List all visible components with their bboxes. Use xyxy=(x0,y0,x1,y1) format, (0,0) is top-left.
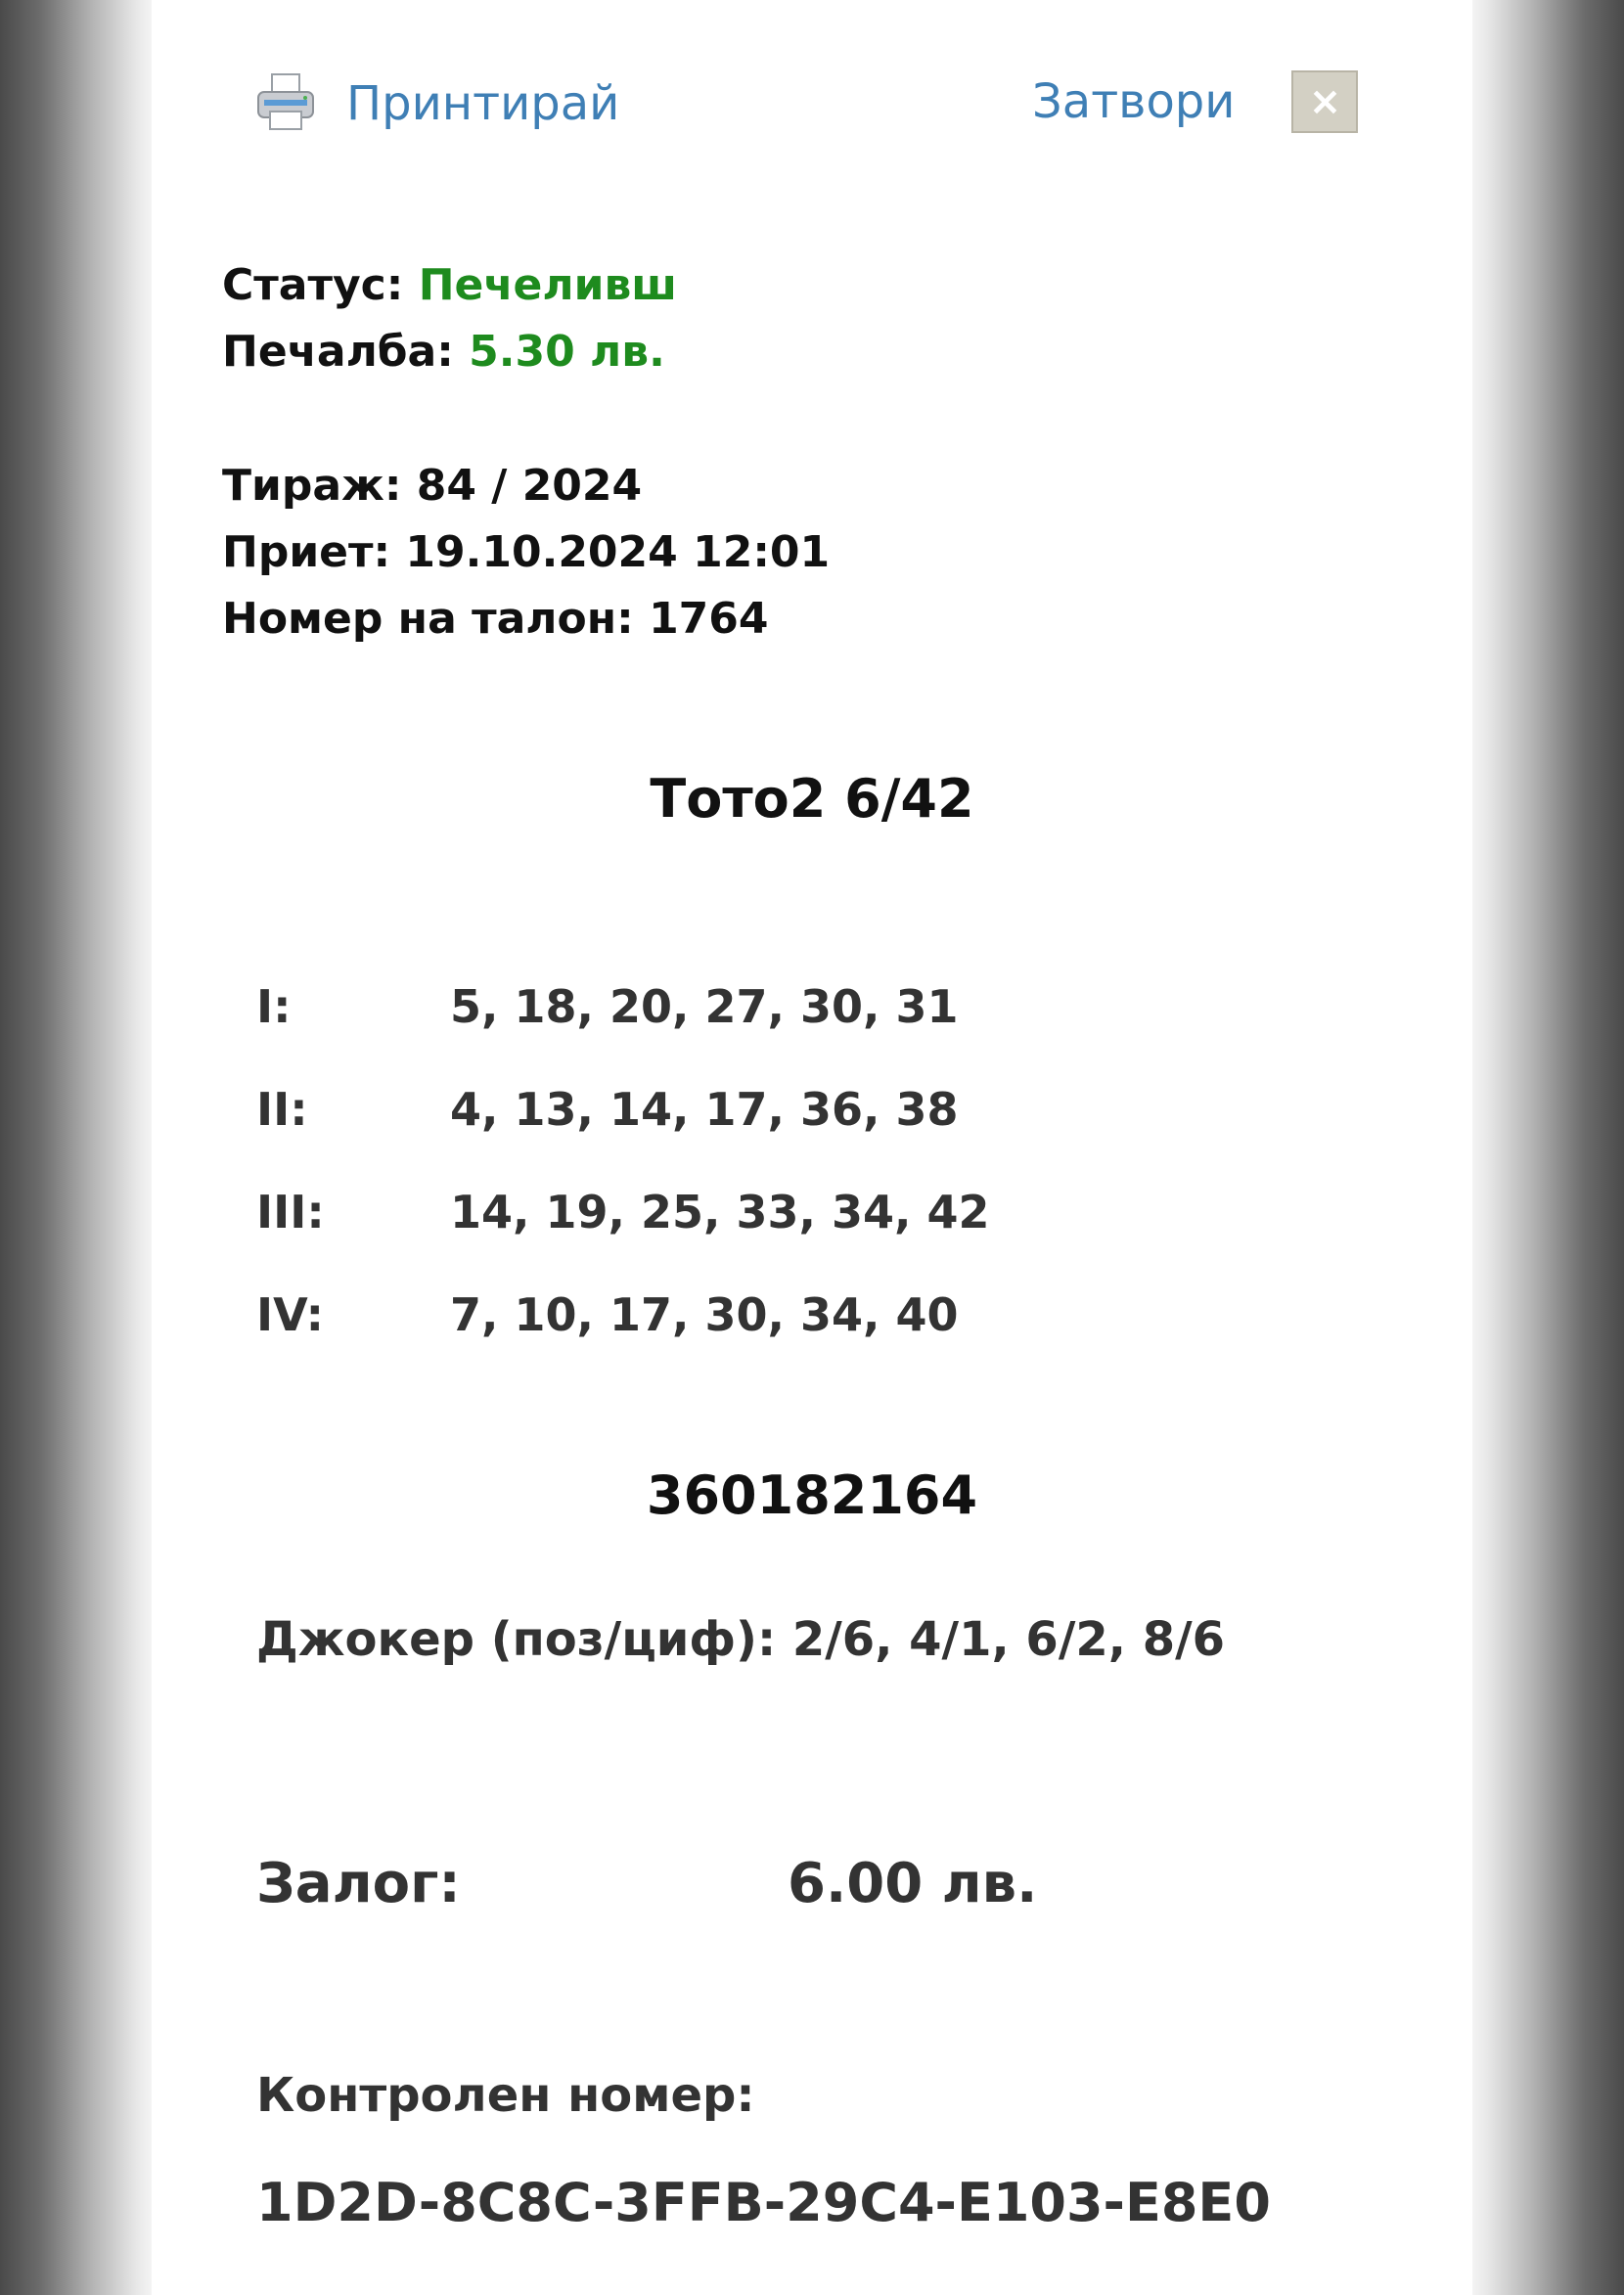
print-button[interactable] xyxy=(254,70,619,137)
printer-icon xyxy=(254,70,317,137)
draw-value: 84 / 2024 xyxy=(416,461,643,511)
column-numbers: 4, 13, 14, 17, 36, 38 xyxy=(450,1083,959,1136)
close-icon[interactable]: × xyxy=(1291,70,1358,133)
print-label[interactable]: Принтирай xyxy=(346,76,620,131)
close-label[interactable]: Затвори xyxy=(1032,74,1236,129)
win-value: 5.30 лв. xyxy=(469,327,665,377)
draw-line xyxy=(222,461,643,511)
control-number-value: 1D2D-8C8C-3FFB-29C4-E103-E8E0 xyxy=(256,2172,1271,2233)
win-label: Печалба: xyxy=(222,327,454,377)
status-value: Печеливш xyxy=(418,260,678,310)
column-numbers: 5, 18, 20, 27, 30, 31 xyxy=(450,980,959,1033)
win-line xyxy=(222,327,665,377)
column-label: IV: xyxy=(256,1288,325,1341)
control-number-label: Контролен номер: xyxy=(256,2068,755,2123)
column-label: II: xyxy=(256,1083,308,1136)
ticket-dialog xyxy=(152,0,1472,2295)
stake-value: 6.00 лв. xyxy=(788,1852,1038,1915)
ticket-number-line xyxy=(222,594,769,644)
draw-label: Тираж: xyxy=(222,461,402,511)
ticket-number-label: Номер на талон: xyxy=(222,594,634,644)
joker-number: 360182164 xyxy=(646,1464,978,1526)
accepted-value: 19.10.2024 12:01 xyxy=(405,527,831,577)
column-numbers: 7, 10, 17, 30, 34, 40 xyxy=(450,1288,959,1341)
close-button[interactable] xyxy=(1032,70,1358,133)
column-numbers: 14, 19, 25, 33, 34, 42 xyxy=(450,1186,990,1238)
accepted-line xyxy=(222,527,831,577)
status-line xyxy=(222,260,678,310)
stake-label: Залог: xyxy=(256,1852,461,1915)
ticket-number-value: 1764 xyxy=(649,594,769,644)
column-label: III: xyxy=(256,1186,325,1238)
joker-line: Джокер (поз/циф): 2/6, 4/1, 6/2, 8/6 xyxy=(256,1612,1226,1667)
column-label: I: xyxy=(256,980,292,1033)
accepted-label: Приет: xyxy=(222,527,391,577)
status-label: Статус: xyxy=(222,260,404,310)
game-title: Тото2 6/42 xyxy=(650,768,974,830)
